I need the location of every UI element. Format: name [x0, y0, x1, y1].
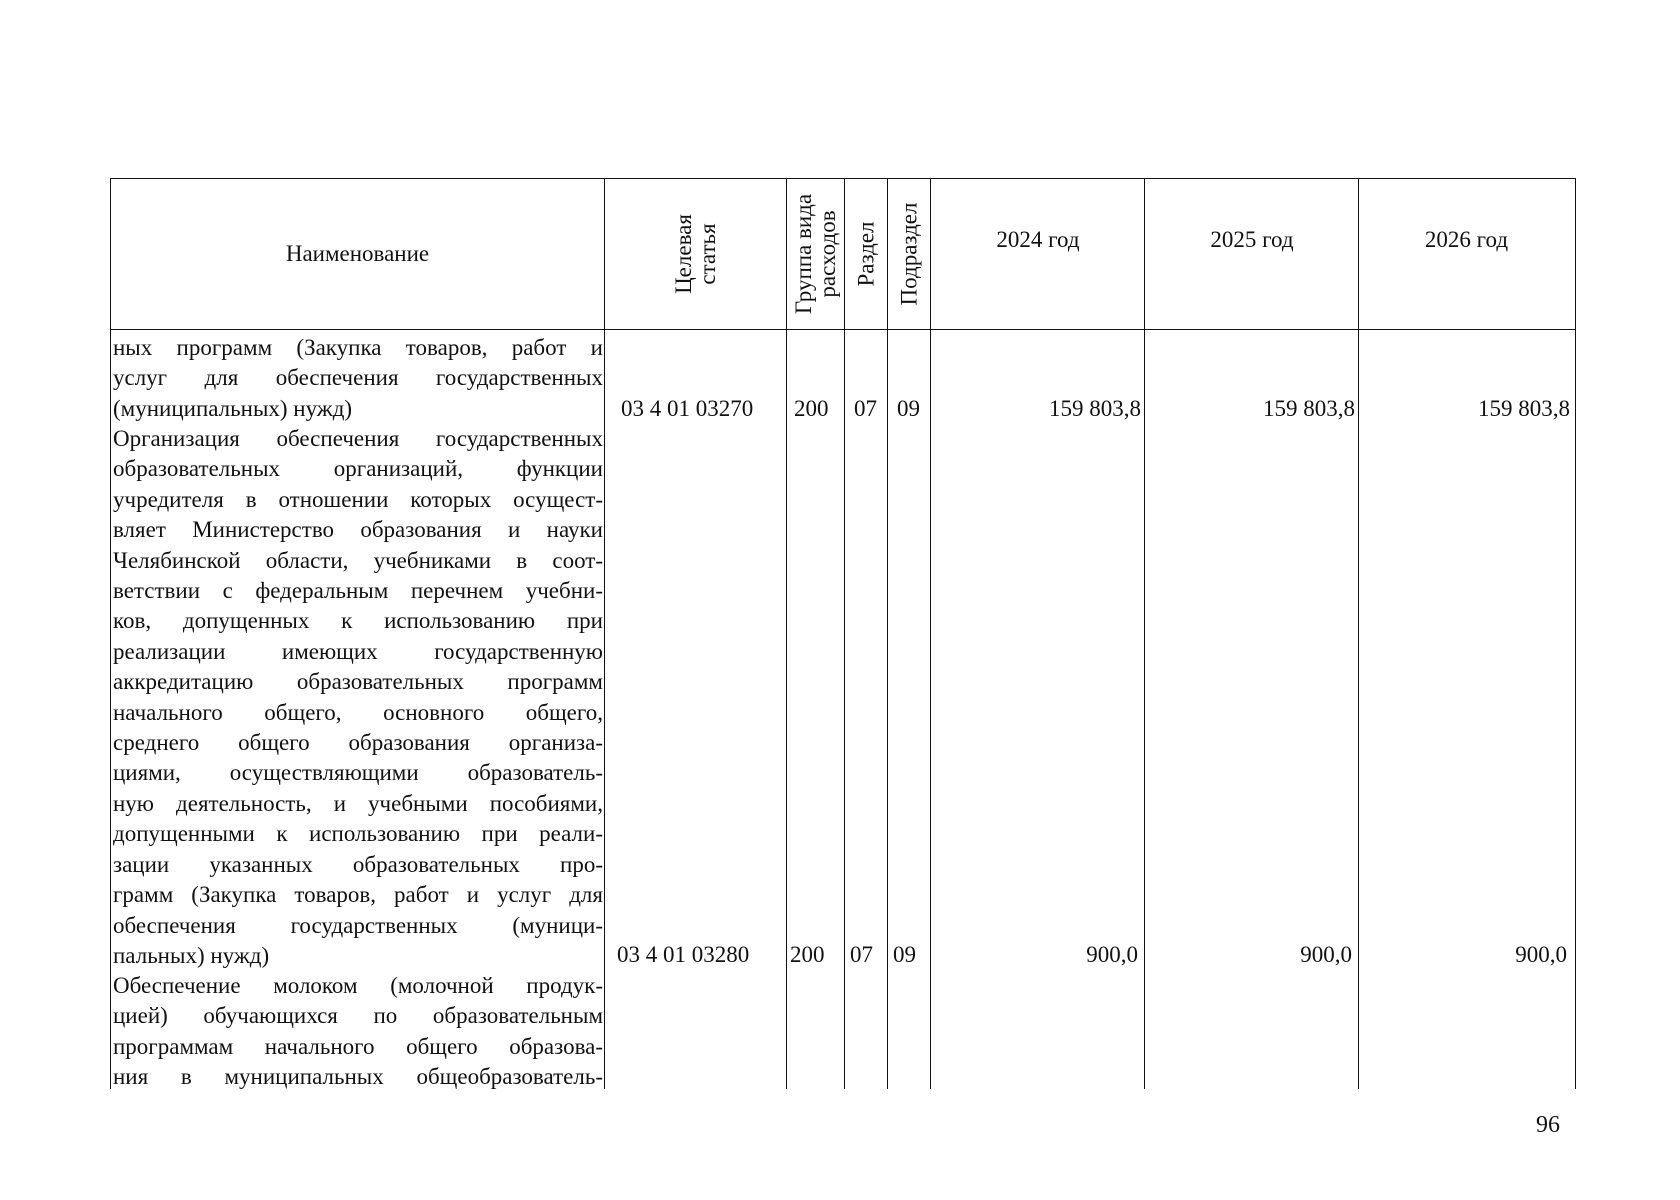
row-description: [113, 971, 603, 1093]
desc-line: ных программ (Закупка товаров, работ и: [113, 335, 603, 360]
desc-line: (муниципальных) нужд): [113, 395, 353, 421]
desc-line: ветствии с федеральным перечнем учебни-: [113, 578, 603, 604]
header-2026: [1360, 179, 1573, 329]
header-2026-text: 2026 год: [1424, 227, 1509, 252]
table-header: [111, 179, 1575, 330]
desc-line: вляет Министерство образования и науки: [113, 517, 603, 543]
row-value-2024: 900,0: [1086, 942, 1138, 967]
desc-line: обеспечения государственных (муници-: [113, 912, 603, 938]
row-section: 07: [850, 942, 873, 967]
row-group: 200: [790, 942, 825, 967]
header-target-article-text: Целевая статья: [670, 214, 720, 294]
header-section: [846, 179, 887, 329]
desc-line: ков, допущенных к использованию при: [113, 608, 603, 634]
desc-line: программам начального общего образова-: [113, 1033, 603, 1059]
row-code: 03 4 01 03270: [621, 396, 754, 421]
row-value-2025: 159 803,8: [1263, 396, 1355, 421]
desc-line: циями, осуществляющими образователь-: [113, 760, 603, 786]
header-subsection: [889, 179, 930, 329]
row-description: [113, 333, 603, 424]
header-expense-group-text: Группа вида расходов: [791, 193, 841, 315]
row-value-2024: 159 803,8: [1049, 396, 1141, 421]
header-subsection-text: Подраздел: [896, 202, 922, 306]
header-2025-text: 2025 год: [1210, 227, 1294, 252]
header-2025: [1146, 179, 1358, 329]
row-description: [113, 424, 603, 971]
desc-line: аккредитацию образовательных программ: [113, 669, 603, 695]
header-2024-text: 2024 год: [996, 227, 1080, 252]
desc-line: реализации имеющих государственную: [113, 638, 603, 664]
table-body: [111, 331, 1575, 1089]
row-code: 03 4 01 03280: [617, 942, 750, 967]
desc-line: ния в муниципальных общеобразователь-: [113, 1064, 603, 1090]
desc-line: начального общего, основного общего,: [113, 699, 603, 725]
header-name: [111, 179, 604, 329]
desc-line: пальных) нужд): [113, 942, 270, 968]
desc-line: цией) обучающихся по образовательным: [113, 1003, 603, 1029]
header-section-text: Раздел: [853, 221, 879, 287]
row-group: 200: [794, 396, 829, 421]
desc-line: услуг для обеспечения государственных: [113, 365, 603, 391]
desc-line: Челябинской области, учебниками в соот-: [113, 547, 603, 573]
page-number: 96: [1536, 1112, 1560, 1138]
row-subsection: 09: [893, 942, 916, 967]
header-2024: [932, 179, 1144, 329]
desc-line: грамм (Закупка товаров, работ и услуг для: [113, 882, 603, 908]
desc-line: учредителя в отношении которых осущест-: [113, 486, 603, 512]
desc-line: Обеспечение молоком (молочной продук-: [113, 973, 603, 998]
row-value-2026: 159 803,8: [1478, 396, 1570, 421]
header-expense-group: [788, 179, 844, 329]
row-subsection: 09: [897, 396, 920, 421]
row-section: 07: [854, 396, 877, 421]
budget-table: [110, 178, 1576, 1089]
row-value-2026: 900,0: [1515, 942, 1567, 967]
desc-line: образовательных организаций, функции: [113, 456, 603, 482]
desc-line: допущенными к использованию при реали-: [113, 821, 603, 847]
header-name-text: Наименование: [285, 241, 430, 266]
desc-line: Организация обеспечения государственных: [113, 426, 603, 451]
header-target-article: [606, 179, 786, 329]
desc-line: ную деятельность, и учебными пособиями,: [113, 790, 603, 816]
desc-line: среднего общего образования организа-: [113, 730, 603, 756]
desc-line: зации указанных образовательных про-: [113, 851, 603, 877]
row-value-2025: 900,0: [1300, 942, 1352, 967]
